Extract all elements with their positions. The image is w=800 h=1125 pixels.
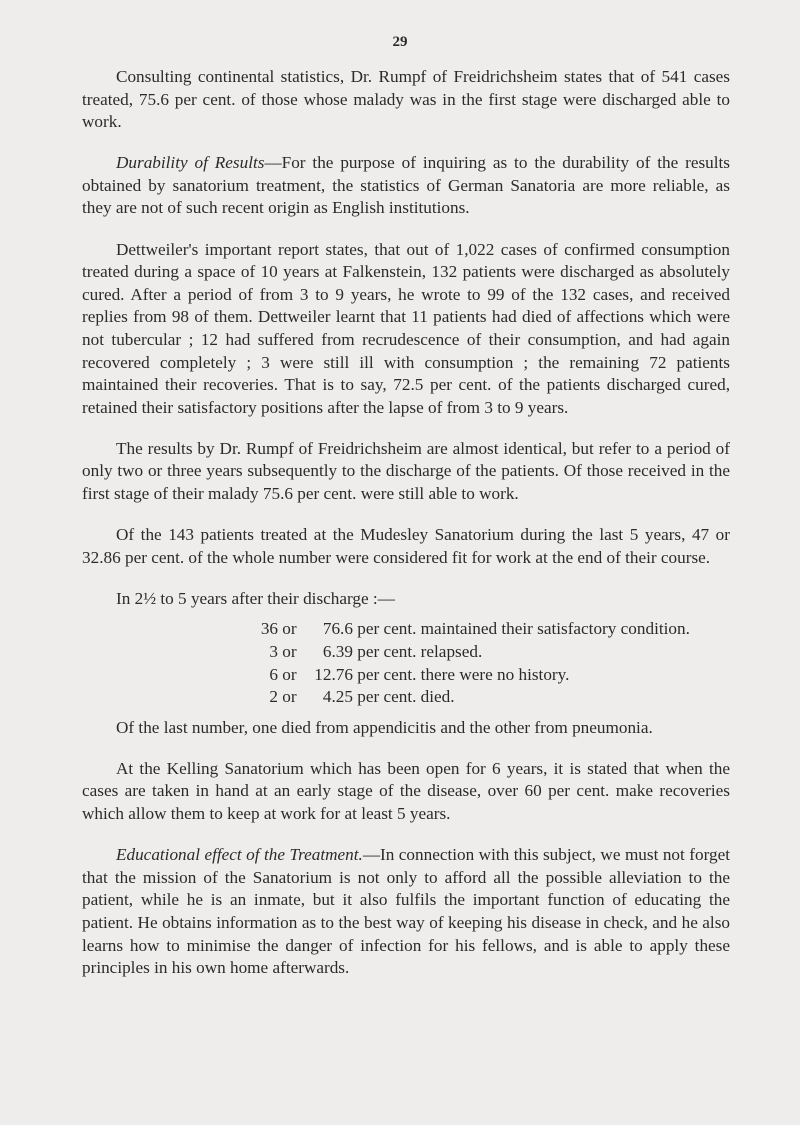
list-percent: 12.76 (314, 664, 353, 684)
paragraph-dettweiler-report: Dettweiler's important report states, that out of 1,022 cases of confirmed consumption treated during a space of 10 years at Falkenstein, 132 patients were discharged as absolutely cured. After a period of from 3 to 9 years, he wrote to 99 of the 132 cases, and received replies from 98 of them. Dettweiler learnt that 11 patients had died of affections which were not tubercular ; 12 had suffered from recrudescence of their consumption, and had again recovered completely ; 3 were still ill with consumption ; the remaining 72 patients maintained their recoveries. That is to say, 72.5 per cent. of the patients discharged cured, retained their satisfactory positions after the lapse of from 3 to 9 years. (82, 239, 730, 417)
durability-text: —For the purpose of inquiring as to the durability of the results obtained by sanatorium treatment, the statistics of German Sanatoria are more reliable, as they are not of such recent origin as English institutions. (82, 153, 730, 218)
list-count: 3 (269, 641, 278, 661)
list-item (240, 664, 730, 687)
list-or: or (278, 641, 301, 661)
paragraph-last-number: Of the last number, one died from appendicitis and the other from pneumonia. (116, 717, 653, 737)
paragraph-durability (82, 152, 730, 220)
paragraph-rumpf-statistics: Consulting continental statistics, Dr. Rumpf of Freidrichsheim states that of 541 cases treated, 75.6 per cent. of those whose malady was in the first stage were discharged able to work. (82, 67, 730, 132)
list-text: per cent. maintained their satisfactory condition. (352, 619, 690, 639)
body-text (82, 66, 730, 998)
list-or: or (278, 619, 301, 639)
paragraph-mudesley: Of the 143 patients treated at the Mudesley Sanatorium during the last 5 years, 47 or 32.86 per cent. of the whole number were considered fit for work at the end of their course. (82, 525, 730, 567)
paragraph-educational-effect (82, 844, 730, 980)
list-count: 6 (269, 664, 278, 684)
page-number: 29 (392, 34, 408, 50)
outcome-list (240, 618, 730, 708)
list-item (240, 618, 730, 641)
paragraph-kelling: At the Kelling Sanatorium which has been open for 6 years, it is stated that when the cases are taken in hand at an early stage of the disease, over 60 per cent. make recoveries which allow them to keep at work for at least 5 years. (82, 758, 730, 824)
list-text: per cent. died. (352, 687, 455, 707)
list-percent: 6.39 (322, 641, 353, 661)
paragraph-rumpf-results: The results by Dr. Rumpf of Freidrichsheim are almost identical, but refer to a period of only two or three years subsequently to the discharge of the patients. Of those received in the first stage of their malady 75.6 per cent. were still able to work. (82, 438, 730, 503)
list-item (240, 686, 730, 709)
list-percent: 4.25 (322, 687, 353, 707)
list-or: or (278, 687, 301, 707)
list-count: 2 (269, 687, 278, 707)
list-text: per cent. there were no history. (352, 664, 570, 684)
list-item (240, 641, 730, 664)
educational-text: —In connection with this subject, we must not forget that the mission of the Sanatorium is not only to afford all the possible alleviation to the patient, while he is an inmate, but it also fulfils the important function of educating the patient. He obtains information as to the best way of keeping his disease in check, and he also learns how to minimise the danger of infection for his fellows, and is able to apply these principles in his own home afterwards. (82, 845, 730, 978)
list-count: 36 (260, 619, 278, 639)
list-or: or (278, 664, 301, 684)
educational-heading: Educational effect of the Treatment. (116, 845, 363, 865)
durability-heading: Durability of Results (116, 153, 265, 173)
paragraph-discharge-intro: In 2½ to 5 years after their discharge :— (116, 588, 395, 608)
list-text: per cent. relapsed. (352, 641, 483, 661)
list-percent: 76.6 (322, 619, 353, 639)
